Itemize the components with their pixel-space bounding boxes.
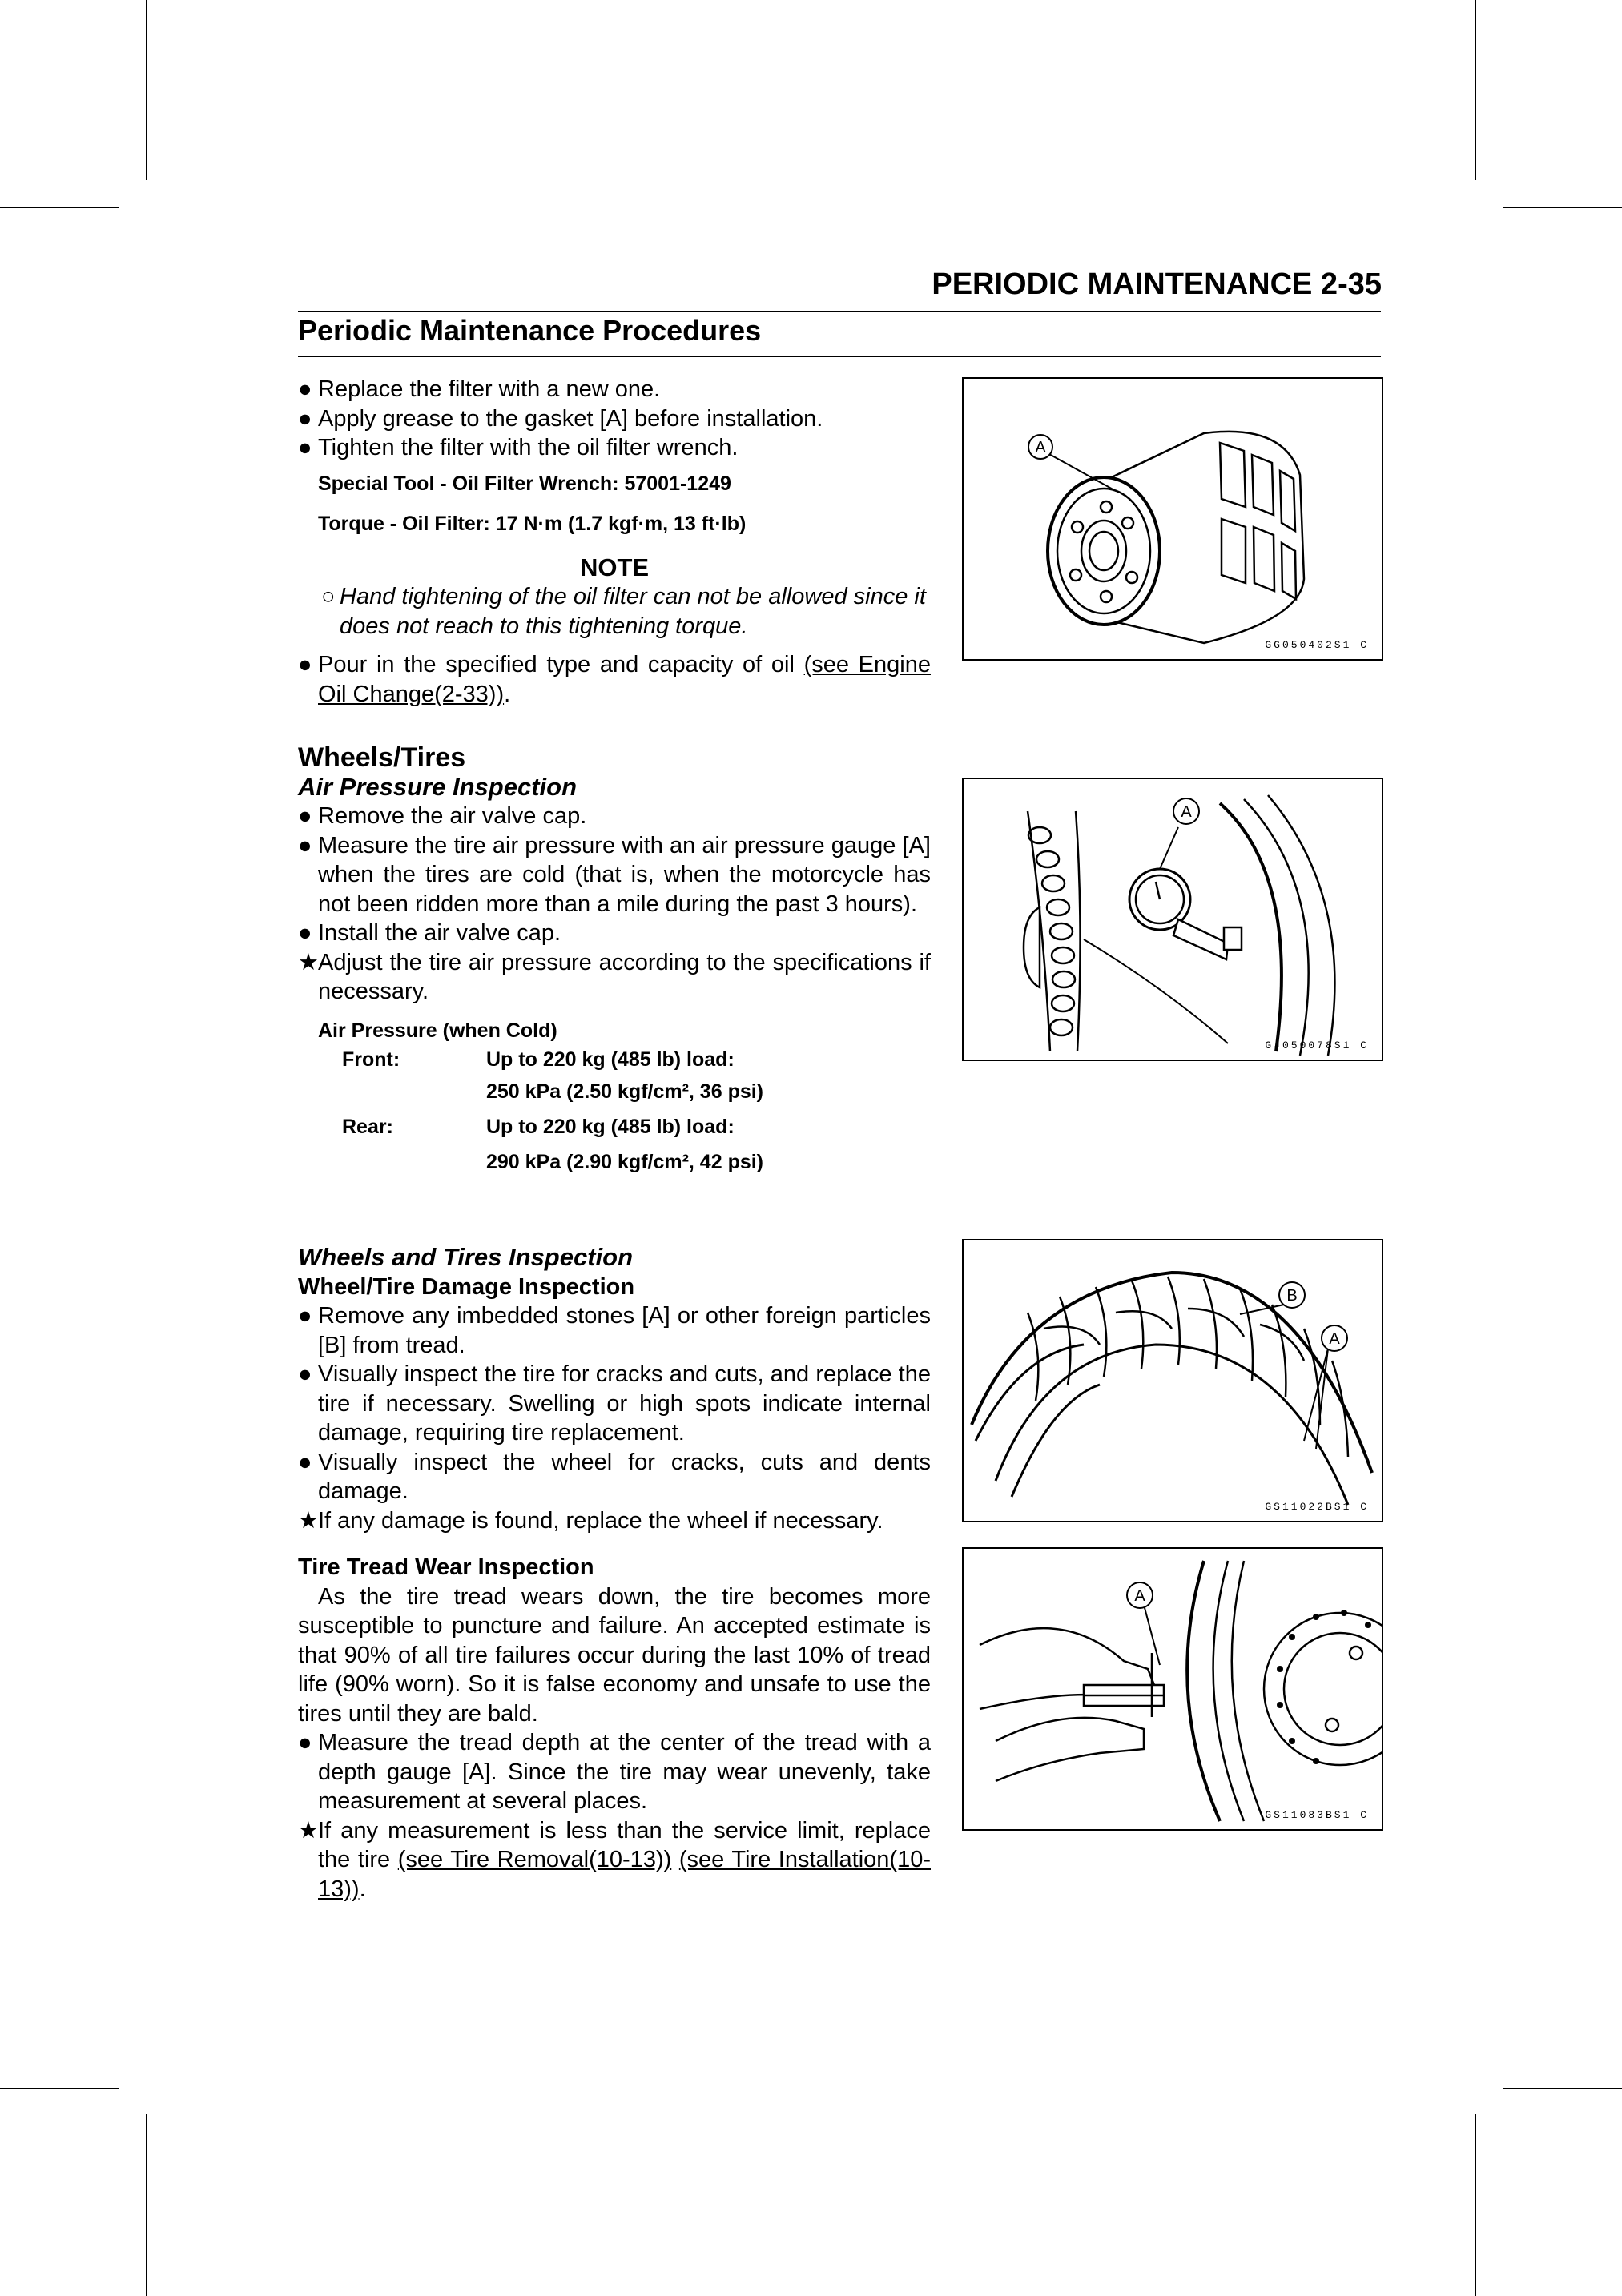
- air-pressure-heading: Air Pressure Inspection: [298, 772, 578, 801]
- crop-mark: [146, 2114, 147, 2296]
- table-row: Rear: Up to 220 kg (485 lb) load:: [342, 1115, 735, 1138]
- oil-filter-block: [298, 375, 931, 709]
- section-rule: [298, 356, 1381, 357]
- svg-text:A: A: [1329, 1330, 1340, 1348]
- list-item: ● Install the air valve cap.: [298, 920, 561, 946]
- crop-mark: [1503, 207, 1622, 208]
- inspection-block: [298, 1243, 931, 1904]
- crop-mark: [1503, 2088, 1622, 2089]
- callout-label: [1028, 435, 1052, 459]
- crop-mark: [1475, 0, 1476, 180]
- svg-text:A: A: [1134, 1587, 1145, 1605]
- tire-installation-link[interactable]: (see Tire Installation(10-13)): [318, 1847, 931, 1902]
- list-item: ★ Adjust the tire air pressure according to the specifications if necessary.: [298, 949, 931, 1004]
- oil-filter-figure: [962, 377, 1383, 661]
- list-item: ● Remove the air valve cap.: [298, 803, 587, 829]
- figure-code: GJ050078S1 C: [1265, 1039, 1369, 1051]
- torque-spec: Torque - Oil Filter: 17 N·m (1.7 kgf·m, 13 ft·lb): [318, 513, 747, 535]
- svg-text:A: A: [1035, 439, 1046, 456]
- list-item: ● Remove any imbedded stones [A] or other foreign particles [B] from tread.: [298, 1303, 931, 1358]
- damage-heading: Wheel/Tire Damage Inspection: [298, 1273, 635, 1300]
- wheels-heading: Wheels/Tires: [298, 742, 466, 773]
- tread-depth-figure: [962, 1547, 1383, 1831]
- pressure-table: [298, 1016, 931, 1180]
- list-item: ● Visually inspect the wheel for cracks, cuts and dents damage.: [298, 1449, 931, 1504]
- callout-label: [1279, 1282, 1305, 1308]
- air-gauge-illustration: [964, 779, 1382, 1060]
- crop-mark: [1475, 2114, 1476, 2296]
- table-row: 290 kPa (2.90 kgf/cm², 42 psi): [486, 1150, 764, 1173]
- tire-tread-illustration: [964, 1240, 1382, 1521]
- figure-code: GG050402S1 C: [1265, 639, 1369, 651]
- callout-label: [1322, 1325, 1347, 1351]
- pressure-table-title: Air Pressure (when Cold): [318, 1019, 557, 1042]
- svg-text:A: A: [1181, 803, 1192, 821]
- oil-filter-illustration: [964, 379, 1382, 659]
- note-heading: NOTE: [579, 553, 650, 581]
- tread-heading: Tire Tread Wear Inspection: [298, 1554, 594, 1580]
- crop-mark: [146, 0, 147, 180]
- tread-paragraph: As the tire tread wears down, the tire becomes more susceptible to puncture and failure. An accepted estimate is that 90% of all tire failures occur during the last 10% of tread life (90% worn). So it is false economy and unsafe to use the tires until they are bald.: [298, 1583, 931, 1727]
- list-item: ● Pour in the specified type and capacity of oil (see Engine Oil Change(2-33)).: [298, 652, 931, 707]
- air-pressure-figure: [962, 778, 1383, 1061]
- crop-mark: [0, 2088, 119, 2089]
- list-item: ● Measure the tread depth at the center of the tread with a depth gauge [A]. Since the tire may wear unevenly, take measurement at several places.: [298, 1730, 931, 1814]
- note-text: ○ Hand tightening of the oil filter can not be allowed since it does not reach to this tightening torque.: [321, 584, 926, 639]
- header-rule: [298, 311, 1381, 312]
- list-item: ● Measure the tire air pressure with an air pressure gauge [A] when the tires are cold (that is, when the motorcycle has not been ridden more than a mile during the past 3 hours).: [298, 832, 931, 917]
- list-item: ★ If any measurement is less than the service limit, replace the tire (see Tire Removal(10-13)) (see Tire Installation(10-13)).: [298, 1817, 931, 1902]
- section-title: Periodic Maintenance Procedures: [298, 314, 762, 347]
- air-pressure-block: [298, 743, 931, 1180]
- table-row: 250 kPa (2.50 kgf/cm², 36 psi): [486, 1080, 764, 1103]
- tire-removal-link[interactable]: (see Tire Removal(10-13)): [397, 1847, 672, 1872]
- svg-text:B: B: [1286, 1287, 1298, 1305]
- figure-code: GS11083BS1 C: [1265, 1809, 1369, 1821]
- chapter-title: PERIODIC MAINTENANCE 2-35: [932, 267, 1382, 301]
- special-tool-spec: Special Tool - Oil Filter Wrench: 57001-1249: [318, 472, 731, 495]
- figure-code: GS11022BS1 C: [1265, 1501, 1369, 1513]
- callout-label: [1173, 798, 1199, 824]
- list-item: ● Tighten the filter with the oil filter wrench.: [298, 435, 739, 460]
- list-item: ● Apply grease to the gasket [A] before installation.: [298, 405, 823, 432]
- list-item: ● Visually inspect the tire for cracks and cuts, and replace the tire if necessary. Swelling or high spots indicate internal damage, requiring tire replacement.: [298, 1361, 931, 1446]
- list-item: ● Replace the filter with a new one.: [298, 376, 661, 402]
- table-row: Front: Up to 220 kg (485 lb) load:: [342, 1047, 735, 1071]
- engine-oil-change-link[interactable]: (see Engine Oil Change(2-33)): [318, 652, 931, 707]
- callout-label: [1127, 1582, 1153, 1608]
- list-item: ★ If any damage is found, replace the wheel if necessary.: [298, 1507, 883, 1534]
- depth-gauge-illustration: [964, 1549, 1382, 1829]
- crop-mark: [0, 207, 119, 208]
- tire-damage-figure: [962, 1239, 1383, 1522]
- inspection-heading: Wheels and Tires Inspection: [298, 1243, 634, 1271]
